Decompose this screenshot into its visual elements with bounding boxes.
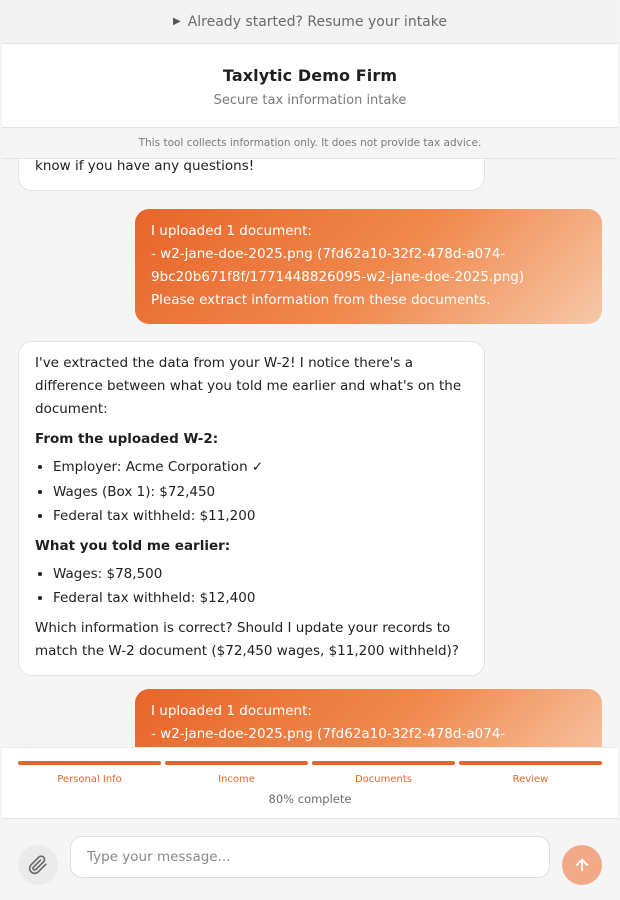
disclaimer-banner: This tool collects information only. It does not provide tax advice. [2,128,618,159]
step-bar [18,761,161,765]
message-line: - w2-jane-doe-2025.png (7fd62a10-32f2-478d-a074- [151,246,506,262]
step-bar [459,761,602,765]
message-line: I uploaded 1 document: [151,703,312,719]
triangle-right-icon: ▶ [173,16,181,27]
assistant-message [18,341,485,676]
list-item: • Employer: Acme Corporation ✓ [53,455,468,480]
step-label: Review [512,774,549,785]
list-item: • Federal tax withheld: $11,200 [53,504,468,529]
earlier-data-list [53,562,468,611]
firm-name: Taxlytic Demo Firm [222,66,398,85]
paperclip-icon [28,855,48,875]
list-item: • Wages: $78,500 [53,562,468,587]
arrow-up-icon [573,856,591,874]
step-personal-info [18,761,161,785]
section-title-earlier: What you told me earlier: [35,537,231,554]
message-input[interactable] [70,836,550,878]
header-subtitle: Secure tax information intake [213,93,407,108]
step-bar [312,761,455,765]
step-label: Personal Info [57,774,122,785]
list-item: • Wages (Box 1): $72,450 [53,480,468,505]
user-message [135,689,602,747]
step-label: Income [218,774,255,785]
resume-intake-toggle[interactable] [2,0,618,44]
app-header [2,44,618,128]
w2-data-list [53,455,468,529]
message-line: Please extract information from these documents. [151,292,491,308]
progress-percent: 80% complete [268,792,352,806]
user-message [135,209,602,324]
message-line: 9bc20b671f8f/1771448826095-w2-jane-doe-2025.png) [151,269,525,285]
message-intro: I've extracted the data from your W-2! I notice there's a difference between what you told me earlier and what's on the document: [35,355,462,417]
step-review [459,761,602,785]
send-button[interactable] [562,845,602,885]
assistant-message [18,159,485,191]
step-bar [165,761,308,765]
progress-steps [18,761,602,785]
message-composer [2,818,618,900]
step-documents [312,761,455,785]
message-line: I uploaded 1 document: [151,223,312,239]
message-line: know if you have any questions! [35,159,255,174]
resume-label: Already started? Resume your intake [187,13,447,30]
step-income [165,761,308,785]
intake-progress [2,747,618,818]
chat-app [2,0,618,900]
chat-history[interactable] [2,159,618,747]
section-title-w2: From the uploaded W-2: [35,431,219,447]
message-line: - w2-jane-doe-2025.png (7fd62a10-32f2-478d-a074- [151,726,506,742]
message-question: Which information is correct? Should I update your records to match the W-2 document ($72,450 wages, $11,200 withheld)? [35,619,459,659]
attach-button[interactable] [18,845,58,885]
list-item: • Federal tax withheld: $12,400 [53,586,468,611]
step-label: Documents [354,774,413,785]
